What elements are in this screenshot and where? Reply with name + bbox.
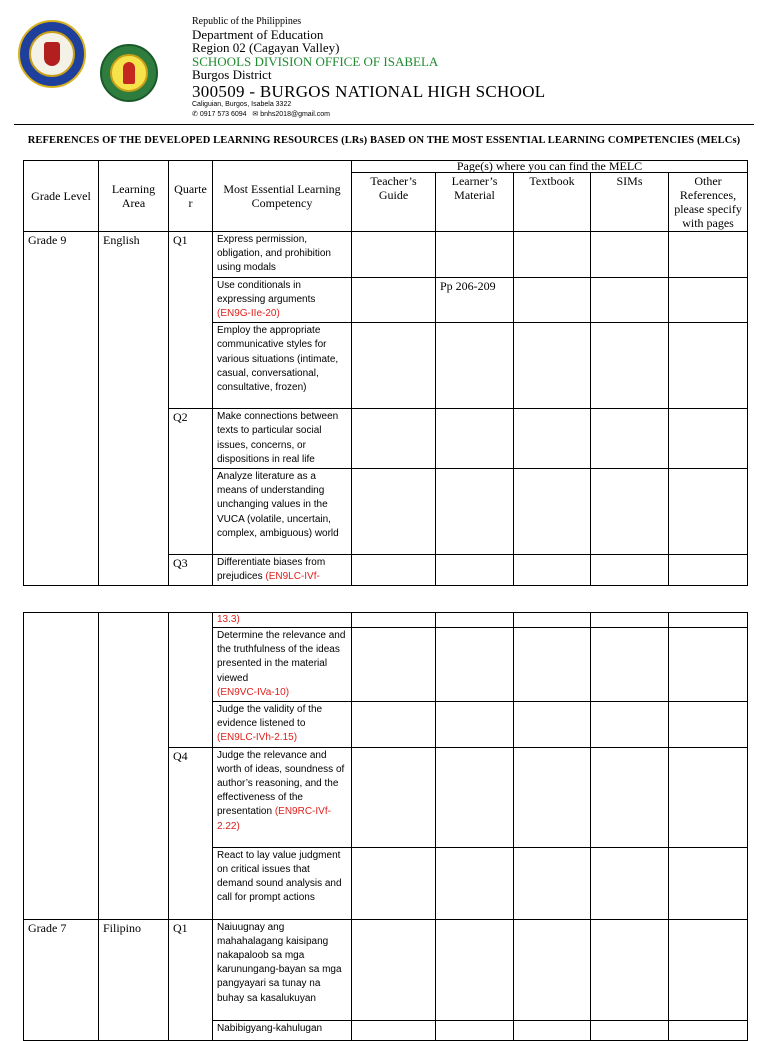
melc-table-page-1 [23,160,748,586]
competency-code: (EN9LC-IVh-2.15) [217,732,298,744]
header-email: bnhs2018@gmail.com [260,111,330,118]
melc-table-page-2 [23,612,748,1041]
cell-competency: Make connections between texts to particular social issues, concerns, or dispositions in real life [213,409,352,469]
col-header-teachers-guide: Teacher’s Guide [352,173,436,232]
cell-competency [213,628,352,702]
cell-learning-area: English [99,232,169,586]
school-seal-logo [18,20,86,88]
cell-competency: Naiuugnay ang mahahalagang kaisipang nakapaloob sa mga karunungang-bayan sa mga pangyayari sa tunay na buhay sa kasalukuyan [213,919,352,1020]
cell-competency [213,747,352,847]
header-district: Burgos District [192,67,272,82]
phone-icon: ✆ [192,111,198,118]
col-header-pages-group: Page(s) where you can find the MELC [352,161,748,173]
cell-competency [213,277,352,323]
header-division: SCHOOLS DIVISION OFFICE OF ISABELA [192,54,439,69]
competency-text: Judge the validity of the evidence listened to [217,704,323,730]
col-header-quarter-a: Quarte [174,182,207,196]
mail-icon: ✉ [252,111,259,118]
cell-quarter: Q2 [169,409,213,555]
cell-competency: React to lay value judgment on critical issues that demand sound analysis and call for prompt actions [213,847,352,919]
cell-grade: Grade 9 [24,232,99,586]
col-header-learning-area: Learning Area [99,161,169,232]
competency-code: (EN9RC-IVf-2.22) [217,806,331,832]
col-header-textbook: Textbook [514,173,591,232]
header-department: Department of Education [192,27,324,42]
competency-text: Judge the relevance and worth of ideas, soundness of author’s reasoning, and the effectiveness of the presentation [217,749,345,818]
competency-text: Use conditionals in expressing arguments [217,279,316,305]
table-row [24,919,748,1020]
cell-quarter: Q1 [169,919,213,1040]
cell-competency: Analyze literature as a means of understanding unchanging values in the VUCA (volatile, uncertain, complex, ambiguous) world [213,469,352,555]
header-republic: Republic of the Philippines [192,16,302,27]
table-row [24,613,748,628]
competency-text: Determine the relevance and the truthfulness of the ideas presented in the material viewed [217,630,346,684]
deped-seal-logo [100,44,158,102]
cell-competency [213,555,352,586]
cell-learning-area: Filipino [99,919,169,1040]
competency-code: (EN9VC-IVa-10) [217,686,290,698]
document-title: REFERENCES OF THE DEVELOPED LEARNING RESOURCES (LRs) BASED ON THE MOST ESSENTIAL LEARNING COMPETENCIES (MELCs) [27,135,741,146]
col-header-sims: SIMs [591,173,669,232]
col-header-grade-level: Grade Level [24,161,99,232]
header-address: Caliguian, Burgos, Isabela 3322 [192,101,292,108]
table-row [24,232,748,278]
col-header-other-references: Other References, please specify with pages [669,173,748,232]
header-contact [192,110,330,118]
header-divider [14,124,754,125]
cell-competency: Employ the appropriate communicative styles for various situations (intimate, casual, conversational, consultative, frozen) [213,323,352,409]
competency-code: (EN9LC-IVf- [265,571,320,583]
col-header-quarter-b: r [188,196,193,210]
header-phone: 0917 573 6094 [199,111,247,118]
cell-quarter: Q1 [169,232,213,409]
cell-grade: Grade 7 [24,919,99,1040]
cell-quarter: Q4 [169,747,213,919]
competency-text: Differentiate biases from prejudices [217,557,326,583]
cell-competency: Nabibigyang-kahulugan [213,1020,352,1040]
col-header-melc: Most Essential Learning Competency [213,161,352,232]
competency-code: (EN9G-IIe-20) [217,308,280,320]
header-school-name: 300509 - BURGOS NATIONAL HIGH SCHOOL [192,82,546,101]
col-header-learners-material: Learner’s Material [436,173,514,232]
cell-quarter: Q3 [169,555,213,586]
cell-competency [213,702,352,748]
col-header-quarter [169,161,213,232]
cell-learners-material: Pp 206-209 [436,277,514,323]
cell-competency: Express permission, obligation, and prohibition using modals [213,232,352,278]
competency-code-continued: 13.3) [213,613,352,628]
header-region: Region 02 (Cagayan Valley) [192,40,340,55]
